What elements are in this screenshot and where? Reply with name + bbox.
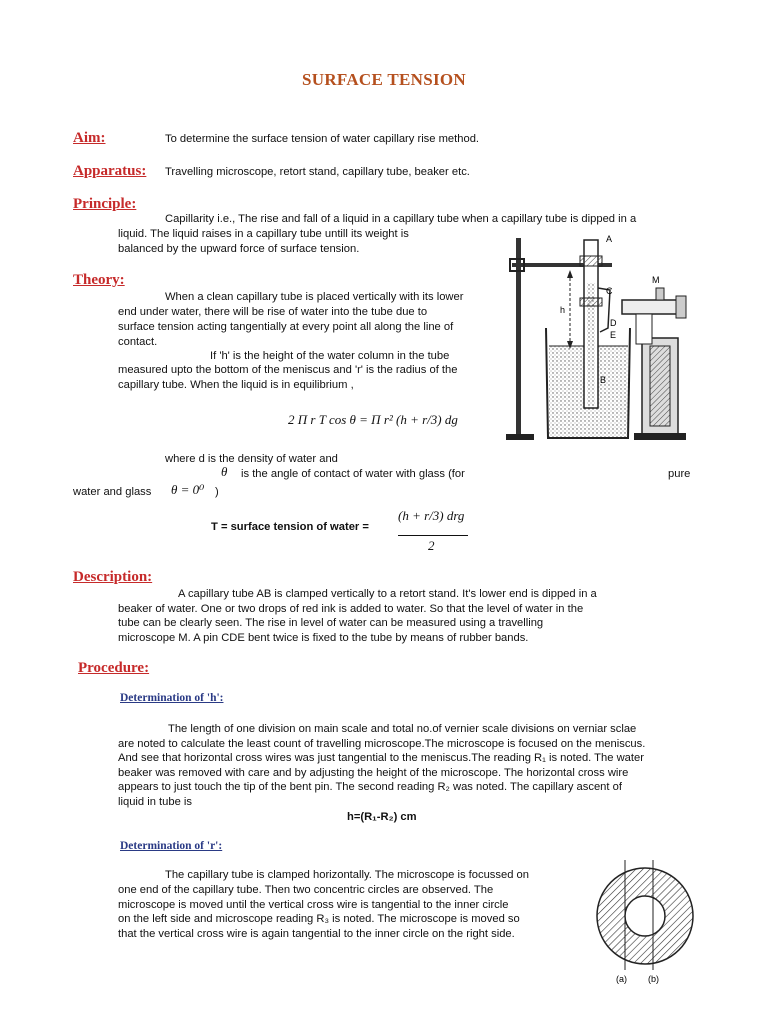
procedure-r-line: The capillary tube is clamped horizontally. The microscope is focussed on — [165, 869, 529, 881]
label-e: E — [610, 330, 617, 340]
capillary-apparatus-figure — [500, 228, 700, 448]
description-line: tube can be clearly seen. The rise in level of water can be measured using a travelling — [118, 617, 544, 629]
procedure-heading: Procedure: — [78, 660, 150, 676]
where-line: where d is the density of water and — [165, 453, 338, 465]
theta-symbol: θ — [221, 464, 228, 479]
pure-word: pure — [668, 468, 691, 480]
theory-line: contact. — [118, 336, 158, 348]
procedure-h-line: beaker was removed with care and by adjusting the height of the microscope. The horizontal cross wire — [118, 767, 629, 779]
aim-text: To determine the surface tension of water capillary rise method. — [165, 133, 480, 145]
theta-zero: θ = 0⁰ — [171, 482, 205, 497]
theory-line: measured upto the bottom of the meniscus and 'r' is the radius of the — [118, 364, 458, 376]
theory-line: If 'h' is the height of the water column in the tube — [210, 350, 450, 362]
procedure-h-line: appears to just touch the tip of the bent pin. The second reading R₂ was noted. The capillary ascent of — [118, 781, 622, 793]
procedure-r-line: that the vertical cross wire is again tangential to the inner circle on the right side. — [118, 928, 515, 940]
t-denominator: 2 — [428, 538, 435, 553]
label-c: C — [606, 286, 613, 296]
page-title: SURFACE TENSION — [302, 70, 466, 89]
determination-r-subheading: Determination of 'r': — [120, 840, 223, 852]
concentric-circles-figure — [590, 858, 710, 988]
label-a: A — [606, 234, 613, 244]
water-glass-text: water and glass — [73, 486, 152, 498]
h-formula: h=(R₁-R₂) cm — [347, 811, 417, 823]
principle-line: liquid. The liquid raises in a capillary tube untill its weight is — [118, 228, 409, 240]
description-line: microscope M. A pin CDE bent twice is fixed to the tube by means of rubber bands. — [118, 632, 529, 644]
theory-line: surface tension acting tangentially at every point all along the line of — [118, 321, 454, 333]
procedure-h-line: are noted to calculate the least count of travelling microscope.The microscope is focused on the meniscus. — [118, 738, 646, 750]
retort-base — [506, 434, 534, 440]
label-h: h — [560, 305, 566, 315]
principle-line: Capillarity i.e., The rise and fall of a liquid in a capillary tube when a capillary tube is dipped in a — [165, 213, 637, 225]
label-m: M — [652, 275, 660, 285]
fraction-bar — [398, 535, 468, 536]
retort-rod — [516, 238, 521, 438]
theory-line: capillary tube. When the liquid is in equilibrium , — [118, 379, 354, 391]
theory-heading: Theory: — [73, 272, 125, 288]
description-line: A capillary tube AB is clamped vertically to a retort stand. It's lower end is dipped in a — [178, 588, 597, 600]
apparatus-text: Travelling microscope, retort stand, capillary tube, beaker etc. — [165, 166, 470, 178]
theory-line: When a clean capillary tube is placed vertically with its lower — [165, 291, 464, 303]
procedure-h-line: And see that horizontal cross wires was just tangential to the meniscus.The reading R₁ is noted. The water — [118, 752, 644, 764]
t-label: T = surface tension of water = — [211, 521, 369, 533]
description-line: beaker of water. One or two drops of red ink is added to water. So that the level of water in the — [118, 603, 584, 615]
label-b: B — [600, 375, 607, 385]
label-d: D — [610, 318, 617, 328]
close-paren: ) — [215, 486, 219, 498]
procedure-r-line: microscope is moved until the vertical cross wire is tangential to the inner circle — [118, 899, 509, 911]
aim-heading: Aim: — [73, 130, 106, 146]
label-b-circle: (b) — [648, 974, 659, 984]
determination-h-subheading: Determination of 'h': — [120, 692, 224, 704]
inner-circle — [625, 896, 665, 936]
apparatus-heading: Apparatus: — [73, 163, 147, 179]
t-numerator: (h + r/3) drg — [398, 508, 465, 523]
microscope-tube — [622, 300, 682, 314]
procedure-h-line: liquid in tube is — [118, 796, 193, 808]
principle-line: balanced by the upward force of surface tension. — [118, 243, 360, 255]
theory-line: end under water, there will be rise of water into the tube due to — [118, 306, 428, 318]
principle-heading: Principle: — [73, 196, 137, 212]
equilibrium-equation: 2 Π r T cos θ = Π r² (h + r/3) dg — [288, 412, 458, 427]
procedure-r-line: on the left side and microscope reading R₃ is noted. The microscope is moved so — [118, 913, 520, 925]
procedure-r-line: one end of the capillary tube. Then two concentric circles are observed. The — [118, 884, 494, 896]
label-a-circle: (a) — [616, 974, 627, 984]
theta-line: is the angle of contact of water with glass (for — [241, 468, 465, 480]
procedure-h-line: The length of one division on main scale and total no.of vernier scale divisions on verniar sclae — [168, 723, 637, 735]
description-heading: Description: — [73, 569, 153, 585]
